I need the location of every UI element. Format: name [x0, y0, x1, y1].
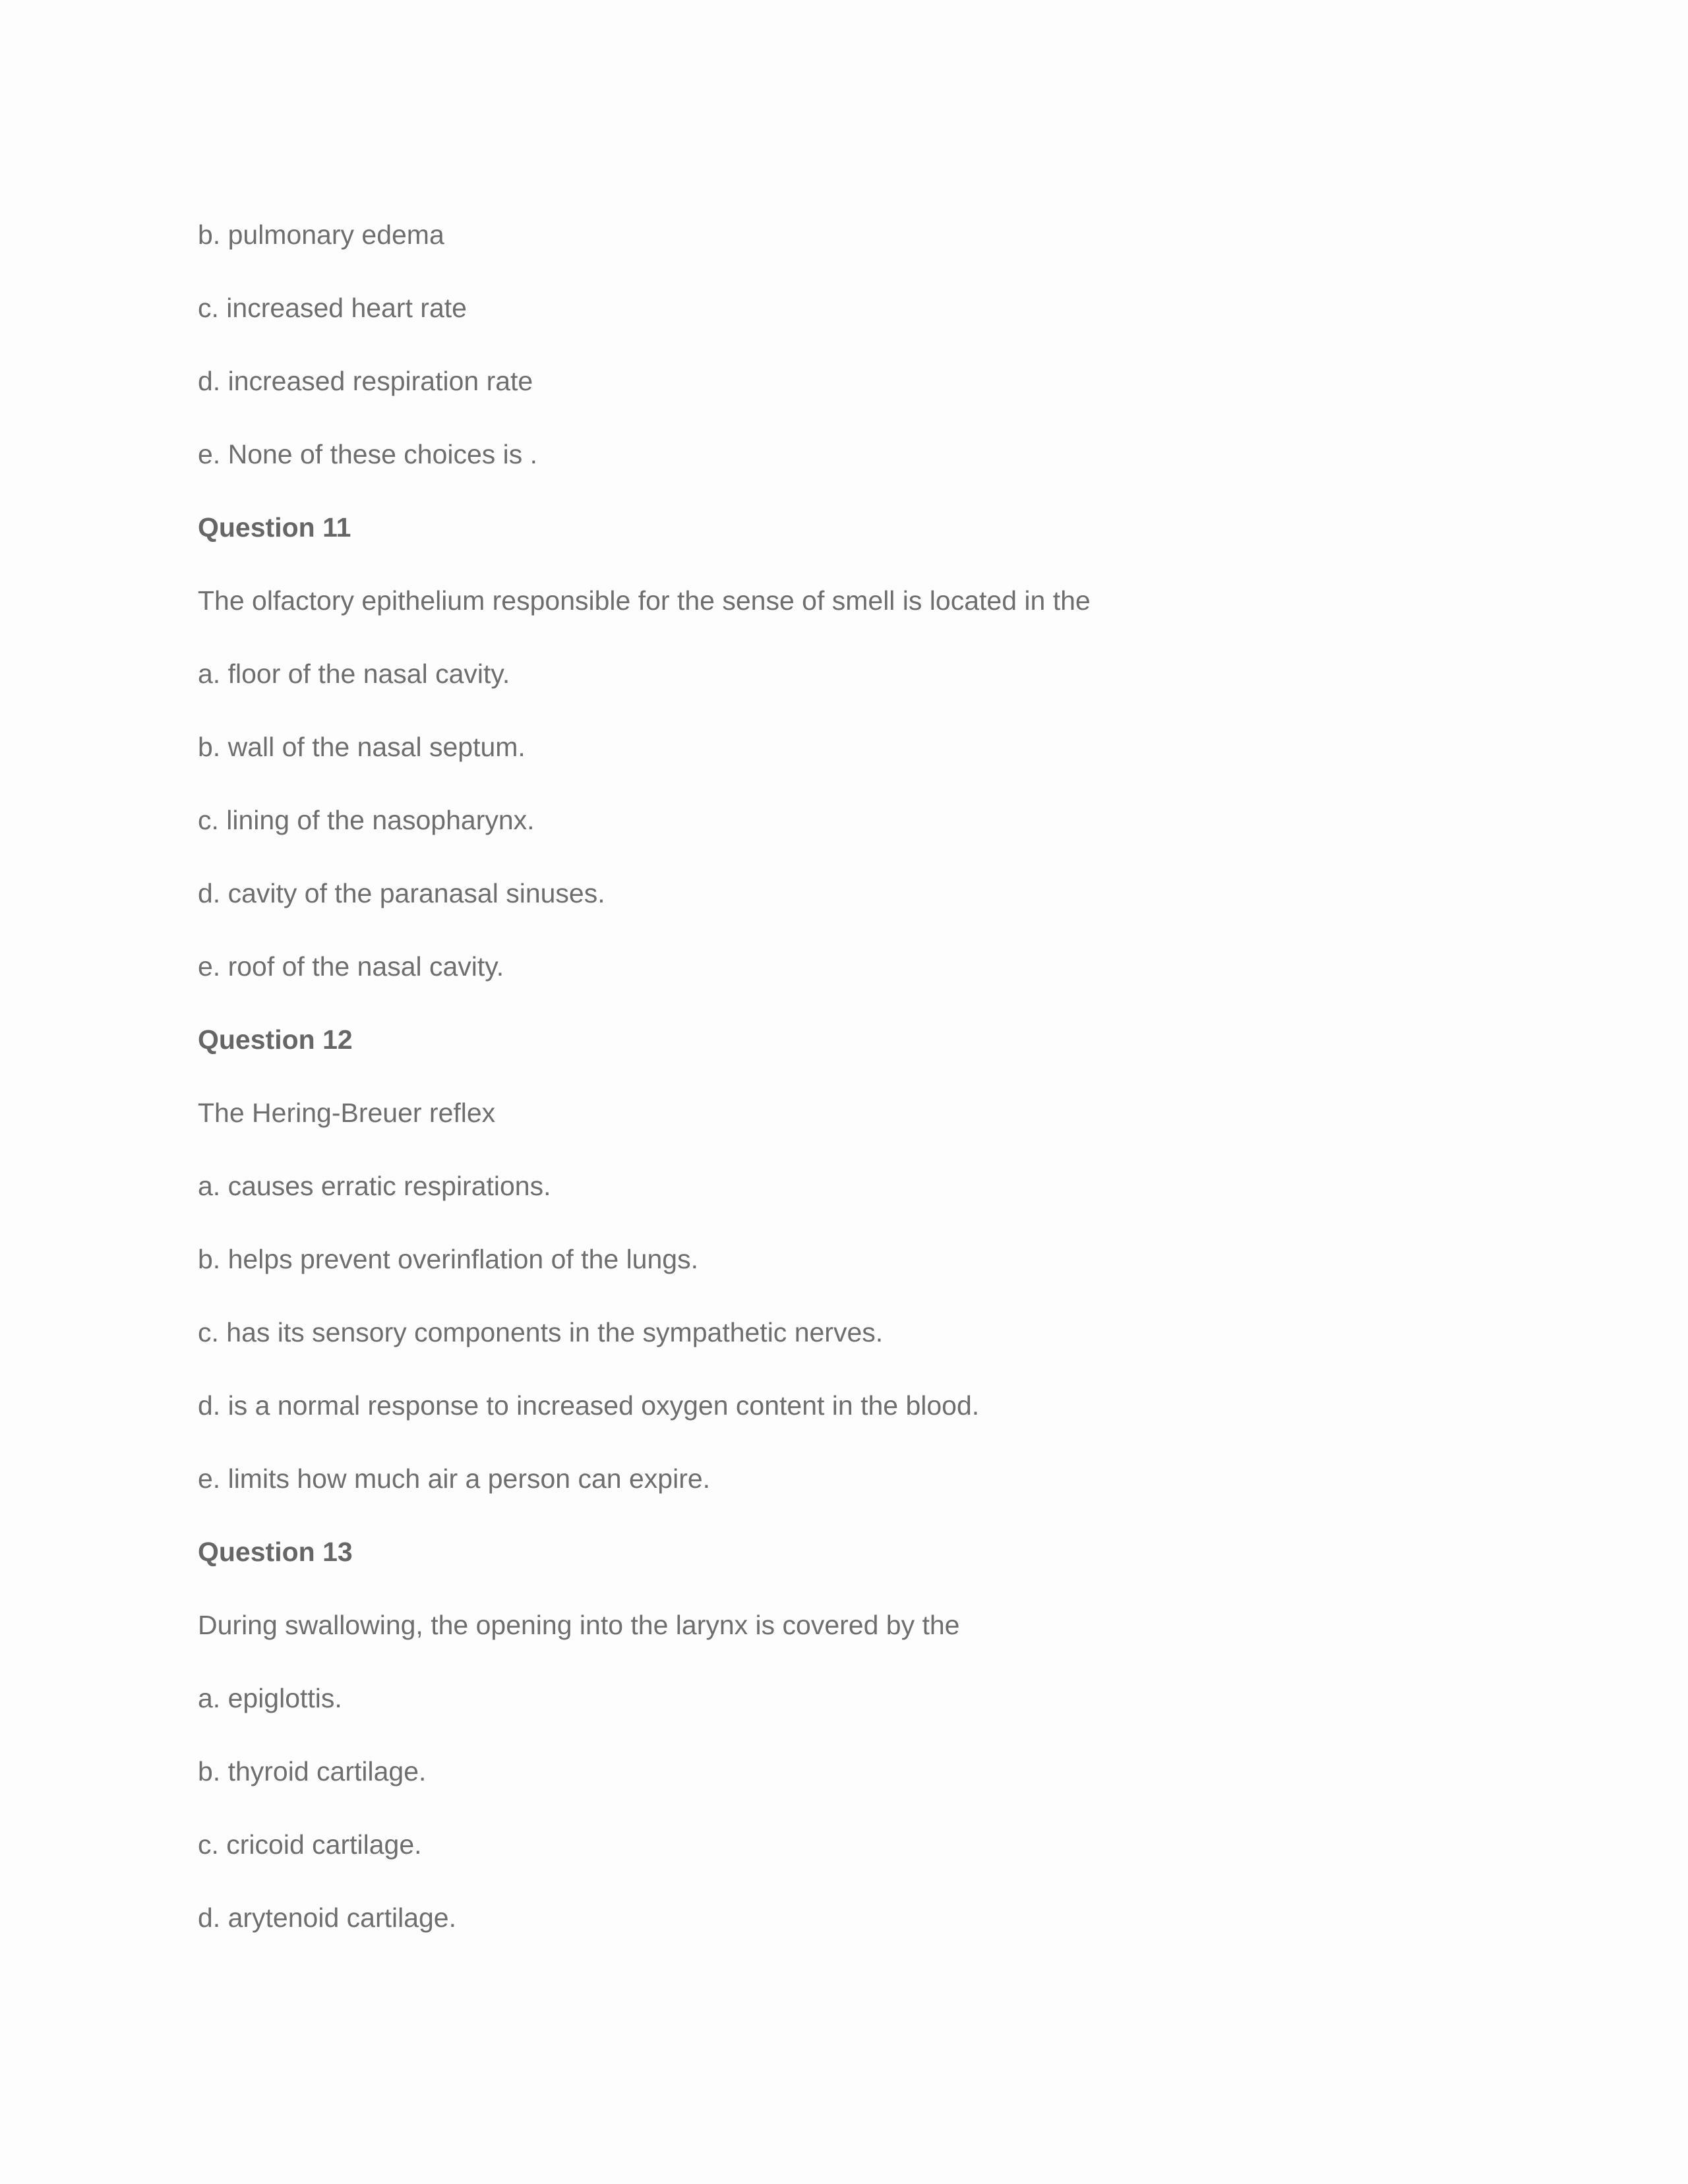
option-text: c. has its sensory components in the sympathetic nerves. — [198, 1317, 884, 1347]
option-text: e. limits how much air a person can expire. — [198, 1463, 711, 1494]
option-text: c. increased heart rate — [198, 293, 467, 323]
option-text: b. helps prevent overinflation of the lungs. — [198, 1244, 698, 1274]
question-12 — [198, 1019, 1517, 1531]
previous-question-options — [198, 214, 1517, 507]
question-13 — [198, 1531, 1517, 1970]
question-11 — [198, 507, 1517, 1019]
question-heading: Question 13 — [198, 1537, 353, 1567]
question-stem: The Hering-Breuer reflex — [198, 1098, 496, 1128]
question-heading: Question 12 — [198, 1024, 353, 1055]
option-text: b. wall of the nasal septum. — [198, 732, 526, 762]
document-page — [198, 214, 1517, 1970]
option-text: a. floor of the nasal cavity. — [198, 659, 510, 689]
option-text: d. arytenoid cartilage. — [198, 1903, 457, 1933]
option-text: d. cavity of the paranasal sinuses. — [198, 878, 605, 908]
option-text: a. causes erratic respirations. — [198, 1171, 551, 1201]
question-stem: During swallowing, the opening into the larynx is covered by the — [198, 1610, 960, 1640]
option-text: b. pulmonary edema — [198, 220, 444, 250]
option-text: c. cricoid cartilage. — [198, 1829, 422, 1860]
option-text: b. thyroid cartilage. — [198, 1756, 427, 1786]
question-stem: The olfactory epithelium responsible for the sense of smell is located in the — [198, 585, 1091, 616]
option-text: c. lining of the nasopharynx. — [198, 805, 535, 835]
question-heading: Question 11 — [198, 512, 351, 543]
option-text: a. epiglottis. — [198, 1683, 342, 1713]
option-text: e. roof of the nasal cavity. — [198, 951, 504, 982]
option-text: e. None of these choices is . — [198, 439, 538, 469]
option-text: d. increased respiration rate — [198, 366, 533, 396]
option-text: d. is a normal response to increased oxygen content in the blood. — [198, 1390, 980, 1421]
